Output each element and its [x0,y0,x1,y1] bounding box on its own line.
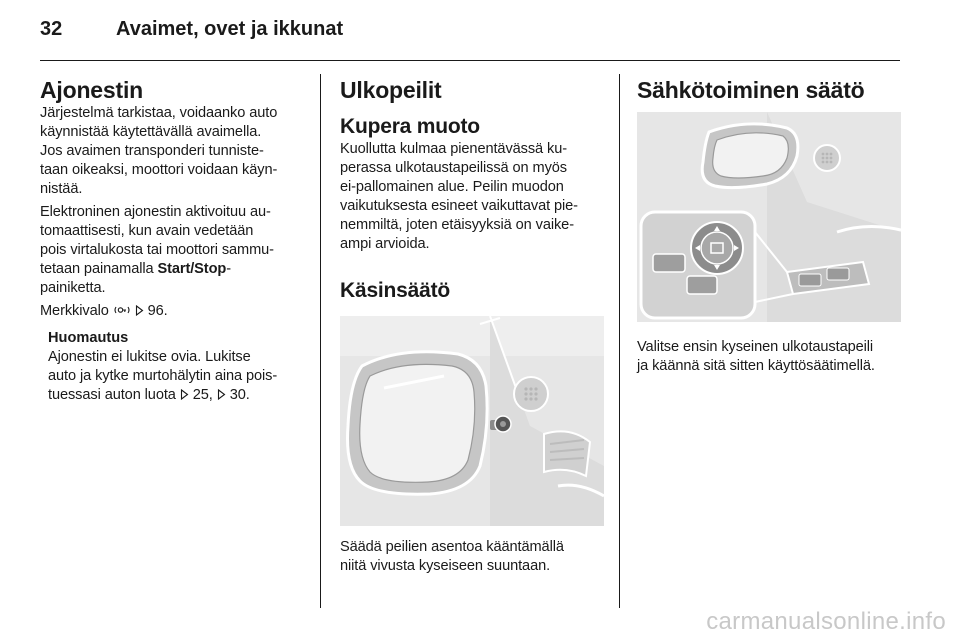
watermark: carmanualsonline.info [706,608,946,635]
page-reference-icon [180,389,189,400]
page-reference-icon [217,389,226,400]
subheading-manual-adjustment: Käsinsäätö [340,279,451,302]
electric-mirror-illustration [637,112,901,322]
page-header [40,18,900,58]
start-stop-label: Start/Stop [157,261,227,277]
note-text: Ajonestin ei lukitse ovia. Lukitse auto ja kytke murtohälytin aina pois- tuessasi auton luota 25, 30. [48,349,278,403]
paragraph-convex-shape: Kuollutta kulmaa pienentävässä ku- perassa ulkotaustapeilissä on myös ei-pallomainen alue. Peilin muodon vaikutuksesta esineet vaikuttavat pie- nemmiltä, joten etäisyyksiä on vaike- ampi arvioida. [340,141,578,252]
immobiliser-warning-light-icon [113,303,131,317]
subheading-convex-shape: Kupera muoto [340,115,480,138]
note-title: Huomautus [48,330,129,346]
caption-manual-adjustment: Säädä peilien asentoa kääntämällä niitä vivusta kyseiseen suuntaan. [340,539,564,574]
manual-mirror-illustration [340,316,604,526]
caption-electric-adjustment: Valitse ensin kyseinen ulkotaustapeili ja käännä sitä sitten käyttösäätimellä. [637,339,875,374]
page-reference-icon [135,305,144,316]
column-divider-1 [320,74,321,608]
section-heading-mirrors: Ulkopeilit [340,77,442,103]
column-immobiliser [40,76,306,405]
section-heading-electric-adjustment: Sähkötoiminen säätö [637,77,865,103]
chapter-title: Avaimet, ovet ja ikkunat [116,18,344,40]
column-divider-2 [619,74,620,608]
section-heading-immobiliser: Ajonestin [40,77,143,103]
paragraph-immobiliser-activation: Elektroninen ajonestin aktivoituu au- tomaattisesti, kun avain vedetään pois virtalukosta tai moottori sammu- tetaan painamalla Start/Stop- painiketta. [40,204,274,296]
paragraph-control-indicator: Merkkivalo 96. [40,303,168,319]
note-box [48,329,306,405]
column-exterior-mirrors [340,76,606,576]
paragraph-immobiliser-intro: Järjestelmä tarkistaa, voidaanko auto käynnistää käytettävällä avaimella. Jos avaimen transponderi tunniste- taan oikeaksi, moottori voidaan käyn- nistää. [40,105,278,197]
page-number: 32 [40,18,63,40]
column-electric-adjustment [637,76,903,376]
header-rule [40,60,900,61]
